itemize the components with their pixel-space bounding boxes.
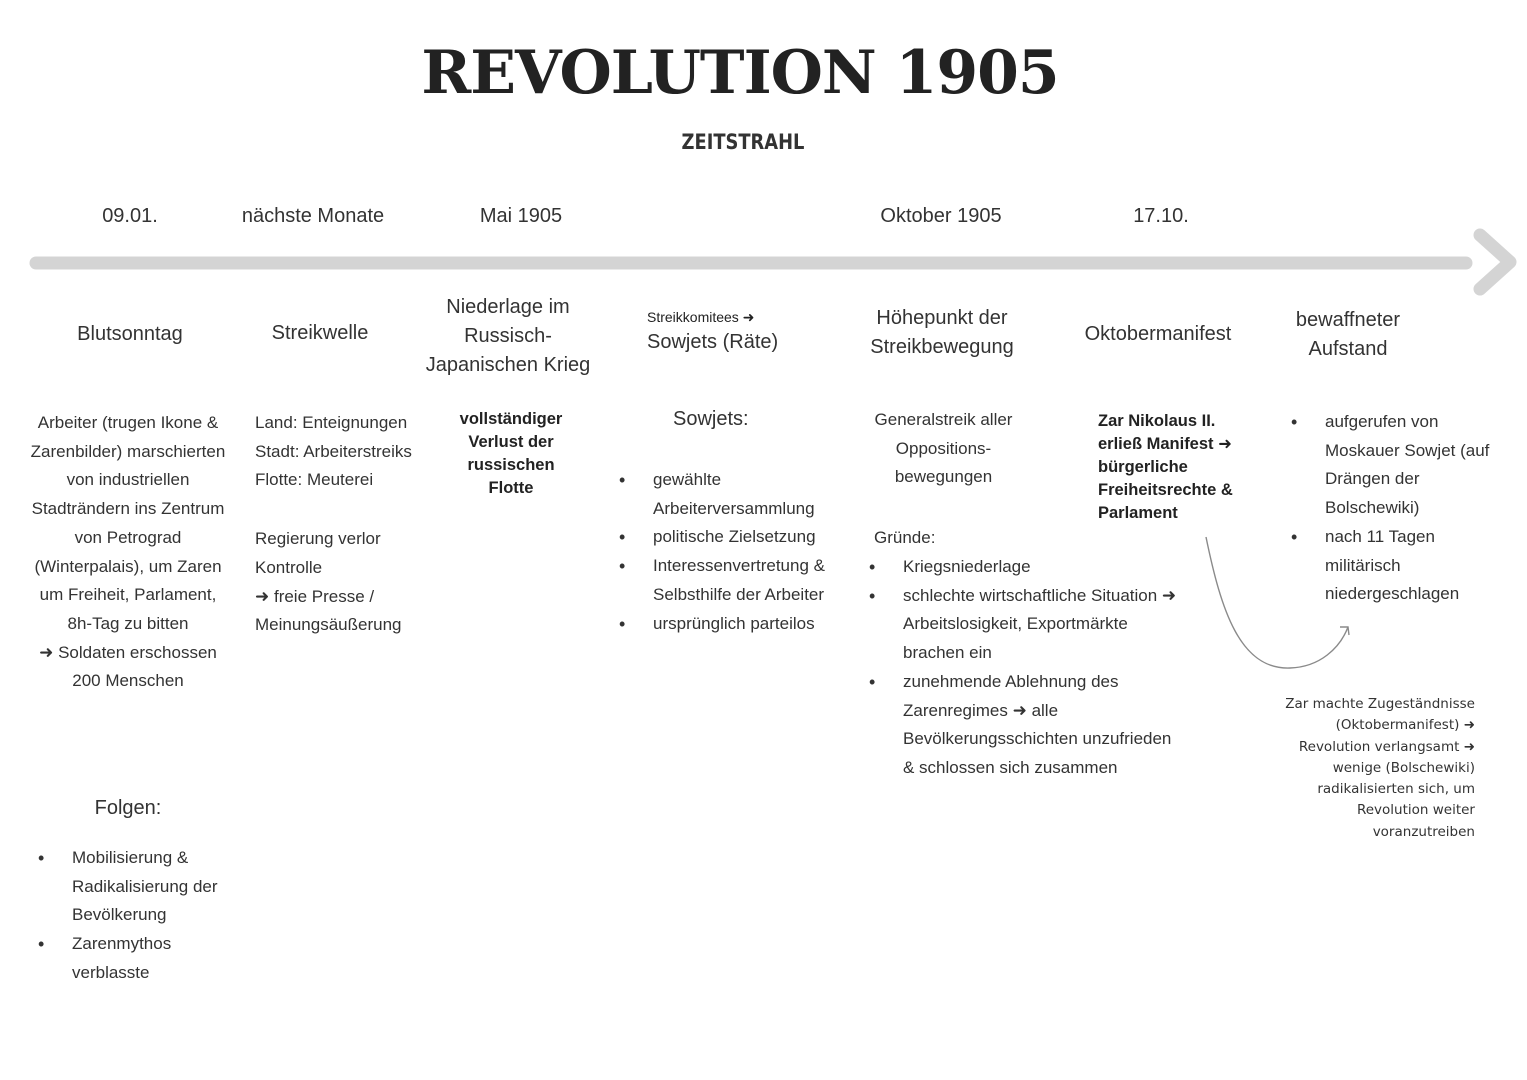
niederlage-description: vollständiger Verlust der russischen Flotte	[459, 410, 563, 497]
event-streikkomitees: Streikkomitees ➜	[647, 309, 755, 325]
list-item: • Interessenvertretung & Selbsthilfe der Arbeiter	[619, 552, 839, 609]
event-aufstand: bewaffneter Aufstand	[1295, 309, 1401, 360]
event-blutsonntag: Blutsonntag	[77, 323, 183, 345]
blutsonntag-text: Arbeiter (trugen Ikone & Zarenbilder) marschierten von industriellen Stadträndern ins Zentrum von Petrograd (Winterpalais), um Zaren um Freiheit, Parlament, 8h-Tag zu bitten	[30, 413, 226, 633]
blutsonntag-result: ➜ Soldaten erschossen 200 Menschen	[39, 642, 217, 691]
list-item: • Kriegsniederlage	[869, 553, 1179, 582]
date-label-0901: 09.01.	[102, 205, 158, 227]
sowjets-heading: Sowjets:	[673, 408, 749, 430]
folgen-list	[38, 844, 238, 988]
list-item: • zunehmende Ablehnung des Zarenregimes ➜ alle Bevölkerungsschichten unzufrieden & schlossen sich zusammen	[869, 668, 1179, 783]
streikwelle-description	[255, 409, 435, 640]
list-item: • Zarenmythos verblasste	[38, 930, 238, 987]
gruende-heading: Gründe:	[874, 528, 936, 547]
event-sowjets-raete: Sowjets (Räte)	[647, 331, 779, 353]
list-item: • ursprünglich parteilos	[619, 610, 839, 639]
streikwelle-line: Land: Enteignungen	[255, 413, 408, 432]
gruende-list	[869, 553, 1179, 783]
streikwelle-line: Flotte: Meuterei	[255, 470, 374, 490]
date-label-mai-1905: Mai 1905	[479, 205, 563, 227]
date-label-oktober-1905: Oktober 1905	[880, 205, 1002, 227]
date-label-naechste-monate: nächste Monate	[241, 205, 385, 227]
date-label-1710: 17.10.	[1133, 205, 1189, 227]
hoehepunkt-description: Generalstreik aller Oppositions-bewegungen	[874, 410, 1013, 487]
list-item: • nach 11 Tagen militärisch niedergeschlagen	[1291, 523, 1501, 609]
timeline-arrow	[0, 220, 1527, 310]
streikwelle-line: Stadt: Arbeiterstreiks	[255, 441, 412, 461]
event-oktobermanifest: Oktobermanifest	[1084, 323, 1232, 345]
presse-text: ➜ freie Presse / Meinungsäußerung	[255, 586, 402, 635]
blutsonntag-description	[28, 409, 228, 696]
curved-arrow-icon	[1195, 530, 1365, 680]
regierung-text: Regierung verlor Kontrolle	[255, 529, 381, 577]
list-item: • Mobilisierung & Radikalisierung der Bevölkerung	[38, 844, 238, 930]
manifest-description: Zar Nikolaus II. erließ Manifest ➜ bürgerliche Freiheitsrechte & Parlament	[1098, 412, 1233, 522]
list-item: • gewählte Arbeiterversammlung	[619, 466, 839, 523]
list-item: • politische Zielsetzung	[619, 523, 839, 552]
event-hoehepunkt: Höhepunkt der Streikbewegung	[870, 307, 1014, 358]
manifest-note: Zar machte Zugeständnisse (Oktobermanifest) ➜ Revolution verlangsamt ➜ wenige (Bolschewiki) radikalisierten sich, um Revolution weiter voranzutreiben	[1285, 696, 1475, 840]
list-item: • schlechte wirtschaftliche Situation ➜ Arbeitslosigkeit, Exportmärkte brachen ein	[869, 582, 1179, 668]
event-streikwelle: Streikwelle	[271, 322, 369, 344]
page-title: REVOLUTION 1905	[421, 38, 1059, 108]
list-item: • aufgerufen von Moskauer Sowjet (auf Drängen der Bolschewiki)	[1291, 408, 1501, 523]
folgen-heading: Folgen:	[94, 797, 162, 819]
page-subtitle: ZEITSTRAHL	[681, 130, 805, 154]
event-niederlage: Niederlage im Russisch-Japanischen Krieg	[425, 296, 591, 376]
sowjets-list	[619, 466, 839, 638]
